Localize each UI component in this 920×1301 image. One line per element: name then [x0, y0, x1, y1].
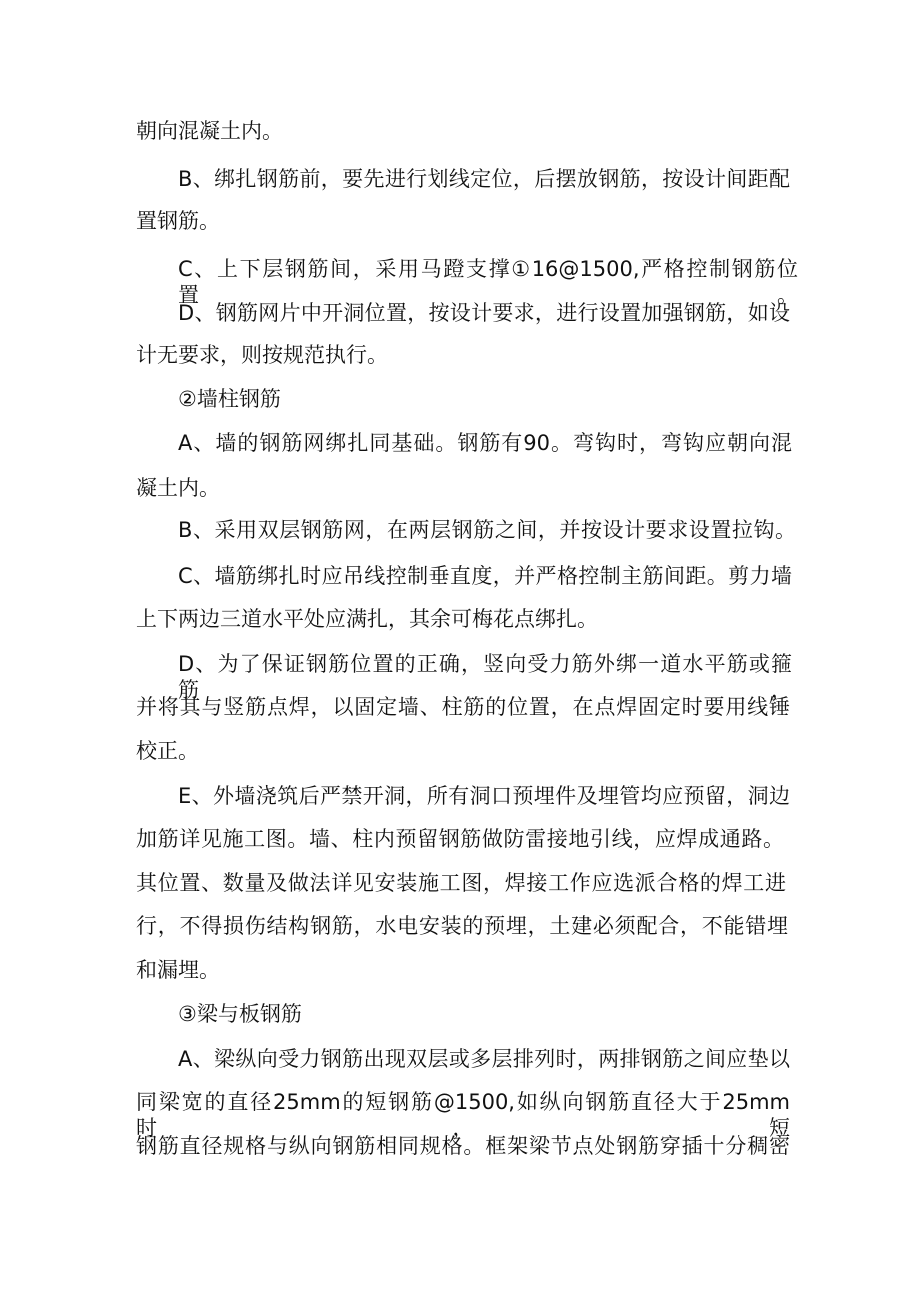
text-line: 计无要求，则按规范执行。	[136, 343, 388, 367]
text-line: 钢筋直径规格与纵向钢筋相同规格。框架梁节点处钢筋穿插十分稠密	[136, 1134, 790, 1158]
text-line: 上下两边三道水平处应满扎，其余可梅花点绑扎。	[136, 607, 598, 631]
text-line: 加筋详见施工图。墙、柱内预留钢筋做防雷接地引线，应焊成通路。	[136, 827, 784, 851]
text-line: A、墙的钢筋网绑扎同基础。钢筋有90。弯钩时，弯钩应朝向混	[178, 431, 792, 455]
text-line: 同梁宽的直径25mm的短钢筋@1500,如纵向钢筋直径大于25mm时，短	[136, 1090, 790, 1140]
text-line: D、为了保证钢筋位置的正确，竖向受力筋外绑一道水平筋或箍筋，	[178, 652, 792, 702]
text-line: C、上下层钢筋间，采用马蹬支撑①16@1500,严格控制钢筋位置。	[178, 257, 798, 307]
text-line: B、绑扎钢筋前，要先进行划线定位，后摆放钢筋，按设计间距配	[178, 167, 790, 191]
text-line: 朝向混凝土内。	[136, 119, 283, 143]
text-line: B、采用双层钢筋网，在两层钢筋之间，并按设计要求设置拉钩。	[178, 518, 796, 542]
text-line: D、钢筋网片中开洞位置，按设计要求，进行设置加强钢筋，如设	[178, 301, 790, 325]
section-heading: ②墙柱钢筋	[178, 387, 281, 411]
text-line: C、墙筋绑扎时应吊线控制垂直度，并严格控制主筋间距。剪力墙	[178, 564, 792, 588]
text-line: 并将其与竖筋点焊，以固定墙、柱筋的位置，在点焊固定时要用线锤	[136, 695, 790, 719]
text-line: A、梁纵向受力钢筋出现双层或多层排列时，两排钢筋之间应垫以	[178, 1047, 790, 1071]
section-heading: ③梁与板钢筋	[178, 1002, 302, 1026]
text-line: 校正。	[136, 739, 199, 763]
text-line: E、外墙浇筑后严禁开洞，所有洞口预埋件及埋管均应预留，洞边	[178, 784, 790, 808]
text-line: 行，不得损伤结构钢筋，水电安装的预埋，土建必须配合，不能错埋	[136, 914, 788, 938]
text-line: 和漏埋。	[136, 958, 220, 982]
text-line: 其位置、数量及做法详见安装施工图，焊接工作应选派合格的焊工进	[136, 871, 786, 895]
text-line: 凝土内。	[136, 476, 220, 500]
text-line: 置钢筋。	[136, 209, 220, 233]
